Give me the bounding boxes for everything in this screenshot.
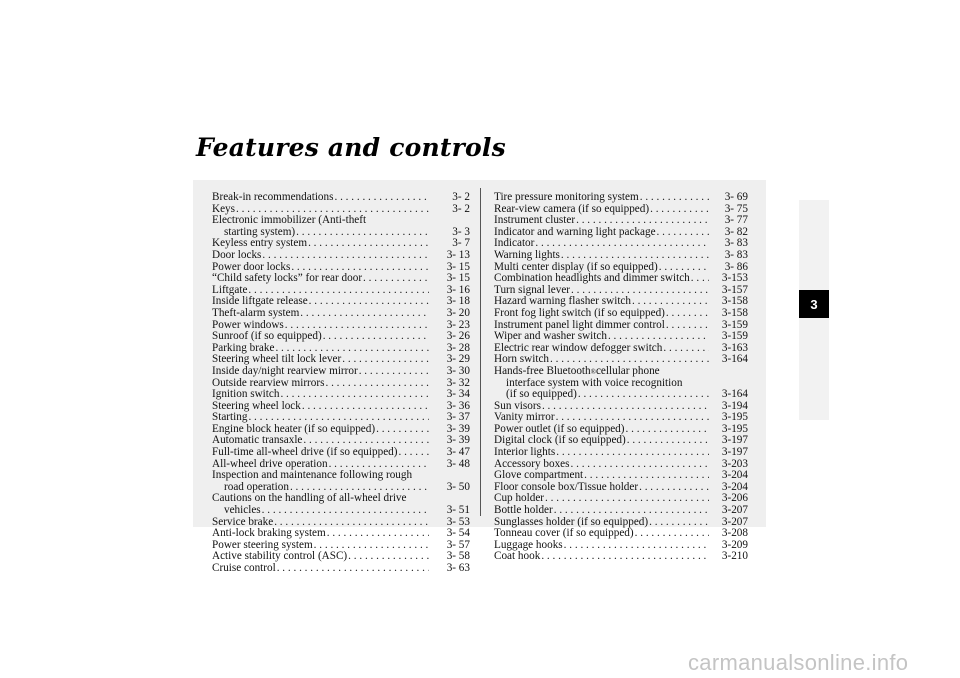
dot-leader [280,389,429,401]
toc-entry[interactable] [212,331,470,343]
toc-entry-page: 3-209 [721,538,748,551]
dot-leader [561,250,709,262]
dot-leader [376,424,429,436]
dot-leader [363,273,429,285]
toc-entry-title: Inside day/night rearview mirror [212,364,358,377]
toc-entry-page: 3- 36 [446,399,470,412]
toc-entry-title: Full-time all-wheel drive (if so equipped) [212,446,398,459]
toc-entry[interactable] [494,505,748,517]
toc-entry-page: 3- 32 [446,376,470,389]
dot-leader [277,563,429,575]
toc-entry[interactable] [494,447,748,459]
dot-leader [541,551,709,563]
toc-entry-title: Floor console box/Tissue holder [494,480,639,493]
toc-entry-title: Luggage hooks [494,538,563,551]
toc-entry-page: 3- 2 [452,191,470,203]
toc-right-column [494,192,748,563]
toc-entry-page: 3- 83 [724,237,748,250]
dot-leader [296,227,429,239]
dot-leader [691,273,709,285]
dot-leader [302,401,429,413]
toc-entry-title: Anti-lock braking system [212,527,326,540]
toc-entry[interactable] [494,273,748,285]
toc-entry[interactable] [212,250,470,262]
toc-entry-title: Coat hook [494,550,541,563]
toc-entry[interactable] [494,192,748,204]
toc-entry-title: Tire pressure monitoring system [494,191,639,203]
dot-leader [262,250,429,262]
toc-entry-page: 3- 28 [446,341,470,354]
dot-leader [627,435,709,447]
toc-entry-title: Tonneau cover (if so equipped) [494,527,634,540]
toc-entry[interactable] [212,308,470,320]
toc-entry-page: 3-158 [721,295,748,308]
toc-entry[interactable] [212,447,470,459]
toc-entry-page: 3- 53 [446,515,470,528]
dot-leader [334,192,429,204]
toc-entry-title: Electric rear window defogger switch [494,341,663,354]
toc-entry-title: Power door locks [212,260,291,273]
toc-entry-page: 3-195 [721,422,748,435]
toc-entry-page: 3- 57 [446,538,470,551]
toc-entry-title: Steering wheel tilt lock lever [212,353,342,366]
toc-entry-title: Glove compartment [494,469,584,482]
dot-leader [309,296,429,308]
toc-entry-page: 3- 15 [446,272,470,285]
toc-entry-title: Digital clock (if so equipped) [494,434,626,447]
toc-entry-page: 3-195 [721,411,748,424]
toc-entry-title: Inside liftgate release [212,295,308,308]
dot-leader [398,447,429,459]
toc-entry[interactable] [212,563,470,575]
toc-entry-page: 3- 13 [446,248,470,261]
toc-entry-title: road operation [224,480,289,493]
toc-entry-page: 3- 86 [724,260,748,273]
dot-leader [650,204,709,216]
toc-entry-page: 3-204 [721,480,748,493]
dot-leader [666,320,709,332]
toc-entry-title: Cruise control [212,562,276,574]
dot-leader [359,366,429,378]
toc-entry-page: 3-157 [721,283,748,296]
toc-entry-page: 3- 54 [446,527,470,540]
toc-entry-page: 3-197 [721,446,748,459]
toc-entry-title: Automatic transaxle [212,434,303,447]
toc-entry-title: Indicator [494,237,535,250]
page-title: Features and controls [196,133,506,162]
toc-entry-page: 3-206 [721,492,748,505]
toc-entry-title: Hands-free Bluetooth [494,364,591,377]
toc-entry-title: vehicles [224,504,261,517]
dot-leader [626,424,710,436]
toc-entry-title: Vanity mirror [494,411,555,424]
toc-entry-page: 3- 16 [446,283,470,296]
toc-entry-title-rest: cellular phone [595,364,660,377]
toc-entry-title: Engine block heater (if so equipped) [212,422,376,435]
toc-entry-page: 3-159 [721,330,748,343]
toc-entry-title: Break-in recommendations [212,191,334,203]
toc-entry-page: 3- 3 [452,225,470,238]
toc-entry-page: 3- 50 [446,480,470,493]
toc-left-column [212,192,470,575]
toc-entry-title: (if so equipped) [506,388,577,401]
dot-leader [657,227,709,239]
toc-entry-page: 3- 63 [446,562,470,574]
toc-entry-page: 3-207 [721,515,748,528]
toc-entry-title: Turn signal lever [494,283,571,296]
toc-entry[interactable] [212,505,470,517]
toc-entry-page: 3-164 [721,353,748,366]
dot-leader [663,343,709,355]
dot-leader [556,447,709,459]
toc-entry-page: 3-204 [721,469,748,482]
dot-leader [545,493,709,505]
toc-entry-title: starting system) [224,225,296,238]
toc-entry-title: Electronic immobilizer (Anti-theft [212,214,367,227]
toc-entry[interactable] [212,192,470,204]
toc-entry-page: 3-194 [721,399,748,412]
toc-entry-title: Horn switch [494,353,549,366]
dot-leader [300,308,429,320]
toc-entry[interactable] [494,331,748,343]
watermark: carmanualsonline.info [688,650,909,675]
toc-entry-title: Multi center display (if so equipped) [494,260,658,273]
section-tab[interactable]: 3 [799,290,829,318]
dot-leader [348,551,429,563]
toc-entry-page: 3- 37 [446,411,470,424]
toc-entry-title: Power outlet (if so equipped) [494,422,625,435]
toc-entry-page: 3- 23 [446,318,470,331]
toc-entry-page: 3-203 [721,457,748,470]
toc-entry[interactable] [494,308,748,320]
toc-entry-page: 3-163 [721,341,748,354]
dot-leader [635,528,709,540]
column-divider [480,188,481,516]
toc-entry-title: Rear-view camera (if so equipped) [494,202,650,215]
toc-entry-title: All-wheel drive operation [212,457,328,470]
toc-entry-page: 3- 69 [724,191,748,203]
toc-entry-page: 3- 15 [446,260,470,273]
dot-leader [608,331,709,343]
toc-entry-page: 3- 34 [446,388,470,401]
toc-entry-page: 3- 29 [446,353,470,366]
toc-entry-title: Sun visors [494,399,541,412]
toc-entry-page: 3- 18 [446,295,470,308]
dot-leader [327,528,429,540]
toc-entry-title: Starting [212,411,248,424]
toc-entry-page: 3- 47 [446,446,470,459]
toc-entry-title: Wiper and washer switch [494,330,607,343]
toc-entry-title: “Child safety locks” for rear door [212,272,363,285]
toc-entry[interactable] [494,551,748,563]
toc-entry-page: 3- 83 [724,248,748,261]
toc-entry-title: Indicator and warning light package [494,225,656,238]
toc-entry-page: 3- 48 [446,457,470,470]
toc-entry-page: 3- 58 [446,550,470,563]
dot-leader [649,517,709,529]
dot-leader [564,540,709,552]
toc-entry[interactable] [212,401,470,413]
toc-entry-title: Liftgate [212,283,248,296]
toc-entry-page: 3- 39 [446,422,470,435]
toc-entry-title: Power steering system [212,538,313,551]
toc-entry-page: 3-197 [721,434,748,447]
toc-entry[interactable] [212,389,470,401]
toc-entry-title: Inspection and maintenance following rough [212,469,413,482]
toc-entry-title: Combination headlights and dimmer switch [494,272,690,285]
toc-entry[interactable] [212,366,470,378]
toc-entry-page: 3- 20 [446,306,470,319]
toc-entry-title: Instrument cluster [494,214,576,227]
toc-entry-title: Hazard warning flasher switch [494,295,631,308]
toc-entry-title: Door locks [212,248,262,261]
toc-entry-title: Ignition switch [212,388,280,401]
dot-leader [535,238,709,250]
toc-entry-title: Power windows [212,318,284,331]
toc-entry-page: 3- 2 [452,202,470,215]
dot-leader [323,331,429,343]
toc-entry-title: Outside rearview mirrors [212,376,325,389]
toc-entry-title: Instrument panel light dimmer control [494,318,665,331]
toc-entry-title: Steering wheel lock [212,399,301,412]
toc-entry-page: 3- 82 [724,225,748,238]
toc-entry-page: 3- 75 [724,202,748,215]
toc-entry-title: Parking brake [212,341,275,354]
dot-leader [640,192,709,204]
toc-entry[interactable]: Hands-free Bluetooth ® cellular phone [494,364,660,377]
toc-entry-title: Theft-alarm system [212,306,300,319]
toc-entry-page: 3-208 [721,527,748,540]
dot-leader [639,482,709,494]
toc-entry[interactable] [494,389,748,401]
toc-entry[interactable] [494,250,748,262]
toc-entry-title: Accessory boxes [494,457,570,470]
dot-leader [308,238,429,250]
toc-entry-page: 3- 39 [446,434,470,447]
toc-entry-title: Sunroof (if so equipped) [212,330,322,343]
toc-entry-page: 3-210 [721,550,748,563]
dot-leader [571,459,710,471]
toc-entry-page: 3-158 [721,306,748,319]
dot-leader [262,505,429,517]
toc-entry-page: 3-153 [721,272,748,285]
toc-entry-title: Active stability control (ASC) [212,550,348,563]
toc-entry-title: Keys [212,202,235,215]
dot-leader [325,378,429,390]
toc-entry-title: Service brake [212,515,274,528]
dot-leader [554,505,709,517]
dot-leader [578,389,709,401]
toc-entry-page: 3-164 [721,388,748,401]
toc-entry-page: 3- 51 [446,504,470,517]
toc-entry-title: Keyless entry system [212,237,308,250]
toc-entry-page: 3- 30 [446,364,470,377]
toc-entry-title: Sunglasses holder (if so equipped) [494,515,649,528]
toc-entry-page: 3- 7 [452,237,470,250]
toc-entry-title: Bottle holder [494,504,553,517]
toc-entry-title: Cautions on the handling of all-wheel drive [212,492,407,505]
dot-leader [666,308,709,320]
toc-entry-title: Interior lights [494,446,556,459]
toc-entry-title: Front fog light switch (if so equipped) [494,306,665,319]
dot-leader [542,401,709,413]
toc-entry-page: 3-159 [721,318,748,331]
toc-entry-title: Cup holder [494,492,545,505]
toc-entry[interactable] [212,273,470,285]
toc-entry-page: 3- 77 [724,214,748,227]
toc-entry-page: 3- 26 [446,330,470,343]
toc-entry-page: 3-207 [721,504,748,517]
toc-entry-title: interface system with voice recognition [506,376,683,389]
toc-entry-title: Warning lights [494,248,560,261]
